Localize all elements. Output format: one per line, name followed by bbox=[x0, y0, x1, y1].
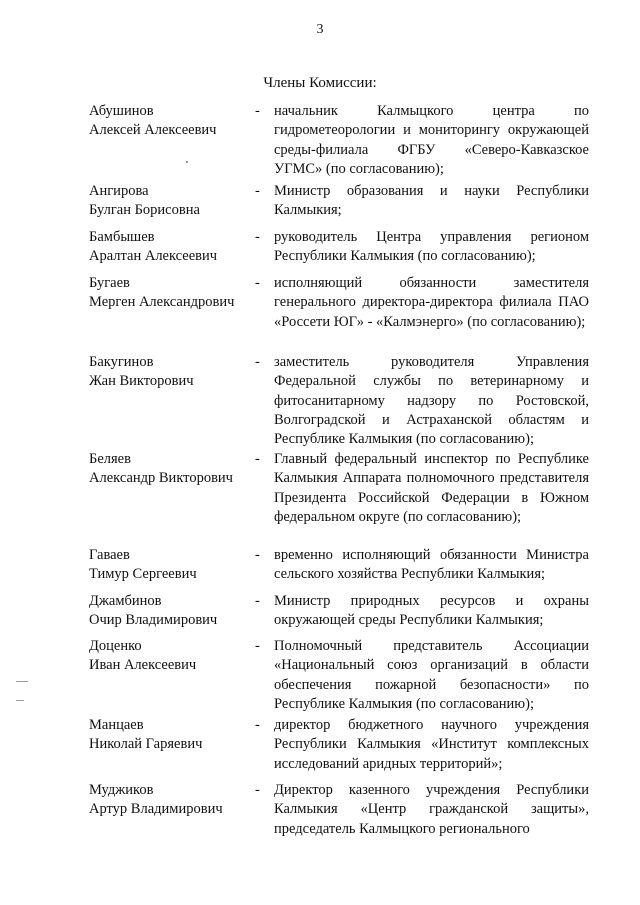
member-given-names: Булган Борисовна bbox=[89, 202, 200, 219]
member-given-names: Очир Владимирович bbox=[89, 612, 218, 629]
member-surname: Абушинов bbox=[89, 103, 154, 119]
member-given-names: Тимур Сергеевич bbox=[89, 566, 197, 583]
separator-dash: - bbox=[255, 638, 260, 654]
member-surname: Муджиков bbox=[89, 782, 154, 798]
member-position: Министр образования и науки Республики Калмыкия; bbox=[274, 183, 589, 219]
separator-dash: - bbox=[255, 229, 260, 245]
member-given-names: Иван Алексеевич bbox=[89, 657, 197, 674]
member-position: исполняющий обязанности заместителя генерального директора-директора филиала ПАО «Россети ЮГ» - «Калмэнерго» (по согласованию); bbox=[274, 275, 589, 330]
member-name bbox=[89, 353, 254, 392]
member-name bbox=[89, 592, 254, 631]
member-name bbox=[89, 228, 254, 267]
member-given-names: Жан Викторович bbox=[89, 373, 194, 390]
member-name bbox=[89, 781, 254, 820]
member-position: Директор казенного учреждения Республики Калмыкия «Центр гражданской защиты», председатель Калмыцкого регионального bbox=[274, 782, 589, 837]
scan-speck bbox=[16, 700, 24, 701]
separator-dash: - bbox=[255, 451, 260, 467]
member-name bbox=[89, 546, 254, 585]
member-position: директор бюджетного научного учреждения Республики Калмыкия «Институт комплексных исследований аридных территорий»; bbox=[274, 717, 589, 772]
separator-dash: - bbox=[255, 717, 260, 733]
separator-dash: - bbox=[255, 547, 260, 563]
member-given-names: Алексей Алексеевич bbox=[89, 122, 217, 139]
member-given-names: Николай Гаряевич bbox=[89, 736, 203, 753]
member-position: временно исполняющий обязанности Министра сельского хозяйства Республики Калмыкия; bbox=[274, 547, 589, 583]
member-surname: Манцаев bbox=[89, 717, 144, 733]
commission-members-heading: Члены Комиссии: bbox=[263, 75, 377, 91]
member-name bbox=[89, 102, 254, 141]
member-given-names: Александр Викторович bbox=[89, 470, 233, 487]
member-given-names: Мерген Александрович bbox=[89, 294, 235, 311]
member-name bbox=[89, 716, 254, 755]
member-name bbox=[89, 637, 254, 676]
member-surname: Бамбышев bbox=[89, 229, 155, 245]
page-number: 3 bbox=[316, 22, 324, 37]
separator-dash: - bbox=[255, 103, 260, 119]
member-name bbox=[89, 450, 254, 489]
member-position: заместитель руководителя Управления Федеральной службы по ветеринарному и фитосанитарному надзору по Ростовской, Волгоградской и Астраханской областям и Республике Калмыкия (по согласованию); bbox=[274, 354, 589, 448]
member-surname: Ангирова bbox=[89, 183, 149, 199]
member-given-names: Артур Владимирович bbox=[89, 801, 223, 818]
member-position: начальник Калмыцкого центра по гидрометеорологии и мониторингу окружающей среды-филиала ФГБУ «Северо-Кавказское УГМС» (по согласованию); bbox=[274, 103, 589, 177]
member-name bbox=[89, 274, 254, 313]
scan-speck bbox=[16, 681, 28, 682]
member-surname: Доценко bbox=[89, 638, 142, 654]
separator-dash: - bbox=[255, 593, 260, 609]
member-position: Министр природных ресурсов и охраны окружающей среды Республики Калмыкия; bbox=[274, 593, 589, 629]
member-position: руководитель Центра управления регионом Республики Калмыкия (по согласованию); bbox=[274, 229, 589, 265]
member-surname: Бугаев bbox=[89, 275, 130, 291]
scan-speck bbox=[186, 161, 188, 163]
separator-dash: - bbox=[255, 275, 260, 291]
separator-dash: - bbox=[255, 782, 260, 798]
member-surname: Беляев bbox=[89, 451, 131, 467]
member-position: Главный федеральный инспектор по Республике Калмыкия Аппарата полномочного представителя Президента Российской Федерации в Южном федеральном округе (по согласованию); bbox=[274, 451, 589, 525]
member-name bbox=[89, 182, 254, 221]
separator-dash: - bbox=[255, 354, 260, 370]
member-surname: Джамбинов bbox=[89, 593, 162, 609]
member-position: Полномочный представитель Ассоциации «Национальный союз организаций в области обеспечения пожарной безопасности» по Республике Калмыкия (по согласованию); bbox=[274, 638, 589, 712]
member-given-names: Аралтан Алексеевич bbox=[89, 248, 218, 265]
member-surname: Бакугинов bbox=[89, 354, 154, 370]
separator-dash: - bbox=[255, 183, 260, 199]
member-surname: Гаваев bbox=[89, 547, 130, 563]
